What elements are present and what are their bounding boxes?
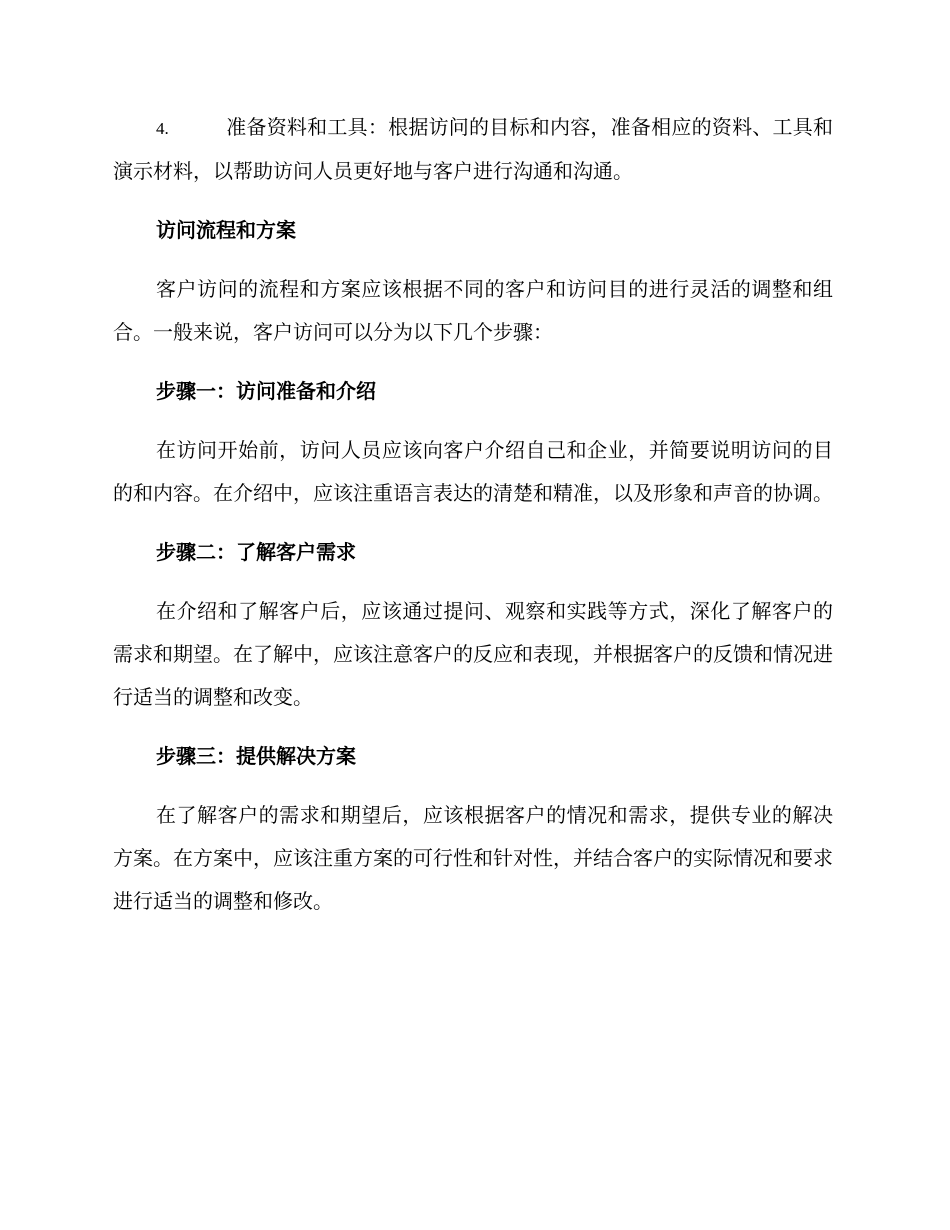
step-1-body: 在访问开始前，访问人员应该向客户介绍自己和企业，并简要说明访问的目的和内容。在介绍中，应该注重语言表达的清楚和精准，以及形象和声音的协调。 bbox=[113, 438, 833, 505]
step-3-body: 在了解客户的需求和期望后，应该根据客户的情况和需求，提供专业的解决方案。在方案中，应该注重方案的可行性和针对性，并结合客户的实际情况和要求进行适当的调整和修改。 bbox=[113, 803, 833, 913]
list-item-4 bbox=[113, 106, 833, 193]
step-1-heading: 步骤一：访问准备和介绍 bbox=[156, 379, 376, 403]
step-2-heading: 步骤二：了解客户需求 bbox=[156, 540, 356, 564]
step-3-heading: 步骤三：提供解决方案 bbox=[156, 744, 356, 768]
list-number: 4. bbox=[156, 119, 169, 138]
section-heading: 访问流程和方案 bbox=[156, 218, 296, 242]
intro-paragraph: 客户访问的流程和方案应该根据不同的客户和访问目的进行灵活的调整和组合。一般来说，客户访问可以分为以下几个步骤： bbox=[113, 277, 833, 344]
list-item-text: 准备资料和工具：根据访问的目标和内容，准备相应的资料、工具和演示材料，以帮助访问人员更好地与客户进行沟通和沟通。 bbox=[113, 115, 833, 183]
step-2-body: 在介绍和了解客户后，应该通过提问、观察和实践等方式，深化了解客户的需求和期望。在了解中，应该注意客户的反应和表现，并根据客户的反馈和情况进行适当的调整和改变。 bbox=[113, 599, 833, 709]
document-body bbox=[113, 106, 833, 923]
